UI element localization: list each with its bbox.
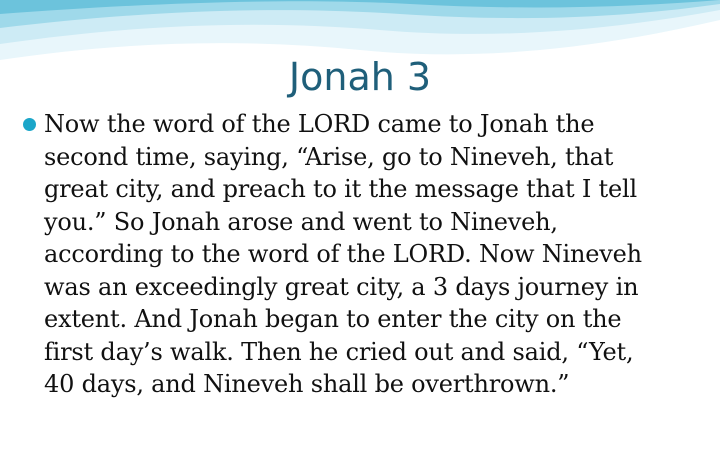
text-line: first day’s walk. Then he cried out and said, “Yet, xyxy=(44,337,634,366)
text-line: extent. And Jonah began to enter the city on the xyxy=(44,305,622,333)
bullet-icon xyxy=(20,108,44,140)
text-line: you.” So Jonah arose and went to Nineveh, xyxy=(44,207,558,236)
text-line: according to the word of the LORD. Now Nineveh xyxy=(44,240,642,268)
text-line: Now the word of the LORD came to Jonah the xyxy=(44,110,595,138)
text-line: 40 days, and Nineveh shall be overthrown.” xyxy=(44,370,570,398)
slide-title: Jonah 3 xyxy=(288,55,432,99)
text-line: great city, and preach to it the message that I tell xyxy=(44,175,637,203)
text-line: was an exceedingly great city, a 3 days journey in xyxy=(44,272,639,301)
slide-body xyxy=(20,108,710,401)
bullet-item xyxy=(20,108,710,401)
scripture-paragraph xyxy=(44,108,710,401)
text-line: second time, saying, “Arise, go to Nineveh, that xyxy=(44,142,614,171)
